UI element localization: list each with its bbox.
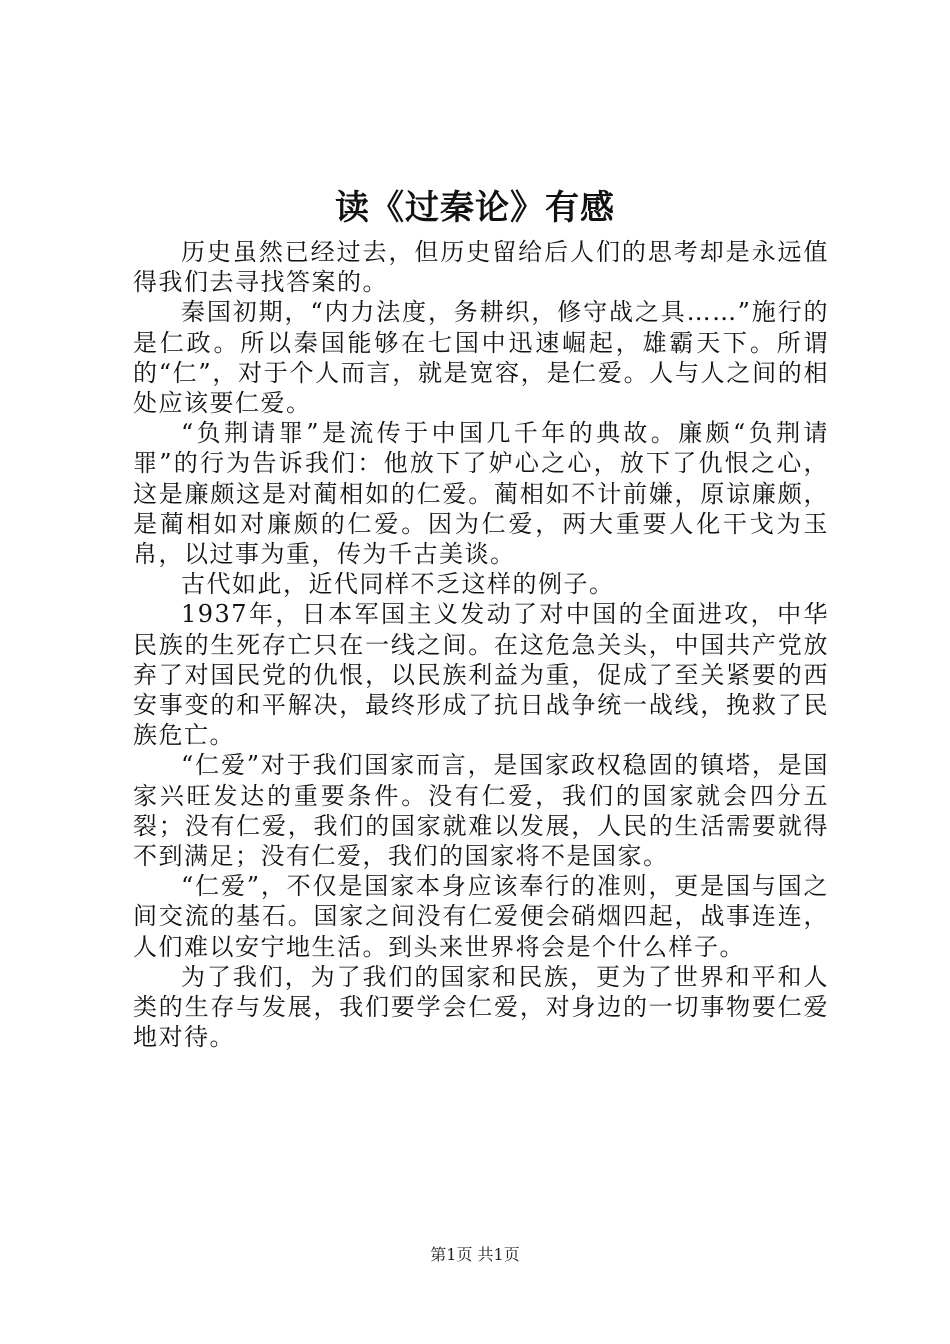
paragraph-3: “负荆请罪”是流传于中国几千年的典故。廉颇“负荆请罪”的行为告诉我们：他放下了妒心之心，放下了仇恨之心，这是廉颇这是对蔺相如的仁爱。蔺相如不计前嫌，原谅廉颇，是蔺相如对廉颇的仁爱。因为仁爱，两大重要人化干戈为玉帛，以过事为重，传为千古美谈。 <box>133 419 829 569</box>
paragraph-8: 为了我们，为了我们的国家和民族，更为了世界和平和人类的生存与发展，我们要学会仁爱，对身边的一切事物要仁爱地对待。 <box>133 962 829 1052</box>
document-title: 读《过秦论》有感 <box>335 188 615 228</box>
document-body <box>133 237 829 1052</box>
paragraph-4: 古代如此，近代同样不乏这样的例子。 <box>181 570 615 599</box>
paragraph-1: 历史虽然已经过去，但历史留给后人们的思考却是永远值得我们去寻找答案的。 <box>133 238 829 297</box>
paragraph-6: “仁爱”对于我们国家而言，是国家政权稳固的镇塔，是国家兴旺发达的重要条件。没有仁爱，我们的国家就会四分五裂；没有仁爱，我们的国家就难以发展，人民的生活需要就得不到满足；没有仁爱，我们的国家将不是国家。 <box>133 751 829 871</box>
paragraph-5: 1937年，日本军国主义发动了对中国的全面进攻，中华民族的生死存亡只在一线之间。在这危急关头，中国共产党放弃了对国民党的仇恨，以民族利益为重，促成了至关紧要的西安事变的和平解决，最终形成了抗日战争统一战线，挽救了民族危亡。 <box>133 600 829 750</box>
page-footer: 第1页 共1页 <box>430 1245 520 1264</box>
paragraph-7: “仁爱”，不仅是国家本身应该奉行的准则，更是国与国之间交流的基石。国家之间没有仁爱便会硝烟四起，战事连连，人们难以安宁地生活。到头来世界将会是个什么样子。 <box>133 872 829 961</box>
paragraph-2: 秦国初期，“内力法度，务耕织，修守战之具……”施行的是仁政。所以秦国能够在七国中迅速崛起，雄霸天下。所谓的“仁”，对于个人而言，就是宽容，是仁爱。人与人之间的相处应该要仁爱。 <box>133 298 829 418</box>
